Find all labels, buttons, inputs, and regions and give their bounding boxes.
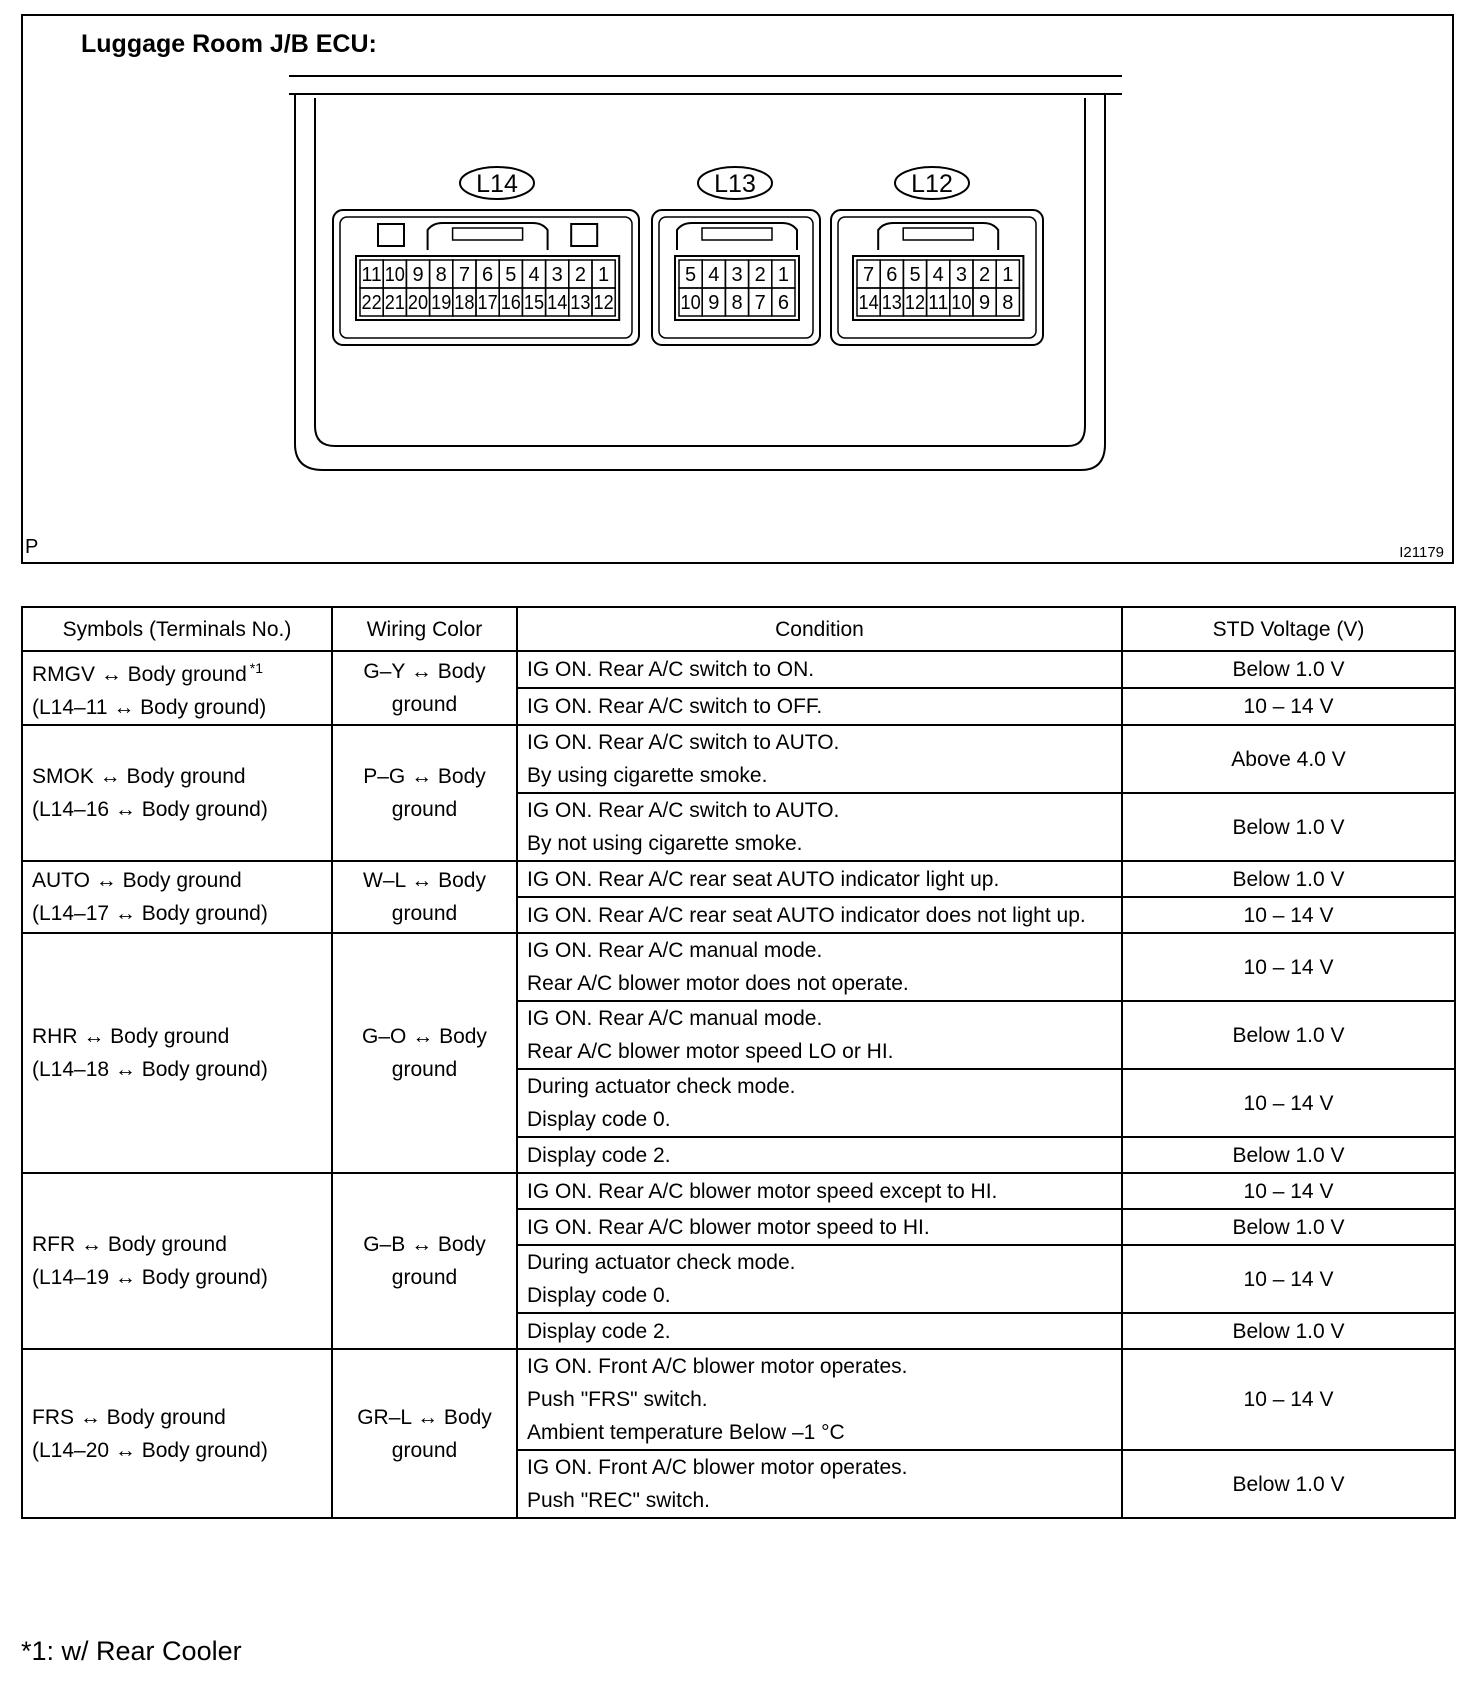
pin-number: 14 [547,292,568,314]
symbol-cell [22,933,332,1173]
pin-number: 13 [881,292,902,314]
pin-number: 4 [932,264,944,286]
footnote: *1: w/ Rear Cooler [21,1636,242,1666]
condition-cell [517,1209,1122,1245]
condition-cell [517,1349,1122,1450]
pin-number: 12 [593,292,614,314]
wiring-color-text: ground [391,902,458,925]
condition-cell [517,1069,1122,1137]
footnote-ref: *1 [249,660,263,676]
condition-cell [517,793,1122,861]
pin-number: 1 [1002,264,1014,286]
connector-label: L14 [476,170,518,198]
terminal-text: (L14–11 ↔ Body ground) [32,696,267,719]
terminal-text: (L14–16 ↔ Body ground) [32,798,268,821]
table-row [22,933,1455,1001]
pin-number: 3 [955,264,967,286]
condition-line: Push "FRS" switch. [527,1388,708,1411]
condition-cell [517,861,1122,897]
wiring-color-text: W–L ↔ Body [363,869,486,892]
pin-number: 12 [904,292,926,314]
pin-number: 7 [863,264,875,286]
condition-line: Display code 0. [527,1108,671,1131]
pin-number: 7 [458,264,470,286]
pin-number: 1 [777,264,789,286]
pin-number: 17 [477,292,498,314]
diagram-title: Luggage Room J/B ECU: [81,30,377,58]
header-wiring-color: Wiring Color [332,607,517,651]
symbol-cell [22,651,332,725]
condition-line: IG ON. Rear A/C switch to AUTO. [527,731,840,754]
std-voltage-cell: Below 1.0 V [1122,1209,1455,1245]
table-row [22,725,1455,793]
terminal-text: (L14–18 ↔ Body ground) [32,1058,268,1081]
pin-number: 11 [361,264,382,286]
std-voltage-cell: 10 – 14 V [1122,688,1455,725]
pin-number: 16 [500,292,521,314]
pin-number: 9 [708,292,720,314]
condition-cell [517,725,1122,793]
symbol-text: RHR ↔ Body ground [32,1025,230,1048]
wiring-color-text: GR–L ↔ Body [357,1405,492,1429]
condition-cell [517,897,1122,933]
pin-number: 6 [886,264,898,286]
condition-cell [517,1173,1122,1209]
wiring-color-cell [332,861,517,933]
pin-number: 4 [528,264,540,286]
symbol-line [32,652,322,691]
wiring-color-text: ground [391,1438,458,1462]
condition-line: IG ON. Rear A/C switch to AUTO. [527,799,840,822]
wiring-color-text: ground [391,1266,458,1289]
connector-diagram [21,14,1454,564]
pin-number: 2 [979,264,991,286]
ecu-drawing [23,16,1452,562]
connector-label: L12 [911,170,953,198]
symbol-line [32,1401,322,1434]
std-voltage-cell: Above 4.0 V [1122,725,1455,793]
pin-number: 5 [909,264,921,286]
wiring-color-text: P–G ↔ Body [363,765,486,788]
connector-l12 [831,167,1043,345]
wiring-color-cell [332,651,517,725]
connector-label: L13 [714,170,756,198]
condition-cell [517,688,1122,725]
condition-line: Push "REC" switch. [527,1489,710,1512]
condition-line: IG ON. Rear A/C manual mode. [527,939,823,962]
condition-cell [517,651,1122,688]
pin-number: 8 [731,292,743,314]
symbol-text: FRS ↔ Body ground [32,1405,226,1429]
pin-number: 3 [731,264,743,286]
pin-number: 10 [680,292,701,314]
condition-line: IG ON. Rear A/C switch to OFF. [527,695,823,718]
pin-number: 7 [754,292,766,314]
wiring-color-cell [332,725,517,861]
wiring-color-cell [332,1349,517,1518]
std-voltage-cell: Below 1.0 V [1122,1001,1455,1069]
pin-number: 1 [598,264,610,286]
table-row [22,1349,1455,1450]
symbol-line [32,760,322,793]
wiring-color-text: ground [391,798,458,821]
condition-line: By not using cigarette smoke. [527,832,803,855]
std-voltage-cell: 10 – 14 V [1122,1173,1455,1209]
std-voltage-cell: Below 1.0 V [1122,651,1455,688]
condition-cell [517,1313,1122,1349]
condition-line: During actuator check mode. [527,1251,796,1274]
condition-line: Display code 0. [527,1284,671,1307]
corner-mark: P [25,536,39,558]
pin-number: 6 [777,292,789,314]
std-voltage-cell: Below 1.0 V [1122,1450,1455,1518]
condition-line: IG ON. Rear A/C blower motor speed to HI. [527,1215,930,1239]
pin-number: 15 [523,292,545,314]
symbol-text: SMOK ↔ Body ground [32,765,246,788]
condition-cell [517,1001,1122,1069]
pin-number: 11 [928,292,949,314]
condition-cell [517,1245,1122,1313]
pin-number: 10 [384,264,405,286]
condition-line: IG ON. Rear A/C rear seat AUTO indicator light up. [527,867,1000,891]
std-voltage-cell: Below 1.0 V [1122,1137,1455,1173]
condition-line: IG ON. Rear A/C rear seat AUTO indicator does not light up. [527,903,1086,927]
std-voltage-cell: 10 – 14 V [1122,1069,1455,1137]
pin-number: 6 [482,264,494,286]
connector-l14 [333,167,639,345]
condition-line: During actuator check mode. [527,1075,796,1098]
wiring-color-text: G–B ↔ Body [363,1233,486,1256]
wiring-color-text: G–O ↔ Body [362,1025,487,1048]
std-voltage-cell: Below 1.0 V [1122,1313,1455,1349]
condition-cell [517,933,1122,1001]
condition-line: Rear A/C blower motor speed LO or HI. [527,1040,894,1063]
header-std-voltage: STD Voltage (V) [1122,607,1455,651]
pin-number: 8 [1002,292,1014,314]
condition-line: IG ON. Front A/C blower motor operates. [527,1456,908,1479]
std-voltage-cell: 10 – 14 V [1122,897,1455,933]
pin-number: 10 [951,292,972,314]
terminal-text: (L14–19 ↔ Body ground) [32,1266,268,1289]
table-row [22,1173,1455,1209]
terminal-voltage-table [21,606,1456,1519]
condition-cell [517,1137,1122,1173]
symbol-line [32,1228,322,1261]
pin-number: 21 [384,292,405,314]
pin-number: 2 [574,264,586,286]
pin-number: 20 [407,292,429,314]
connector-l13 [652,167,820,345]
table-row [22,861,1455,897]
symbol-text: RMGV ↔ Body ground [32,663,247,686]
pin-number: 3 [551,264,563,286]
condition-cell [517,1450,1122,1518]
std-voltage-cell: 10 – 14 V [1122,1245,1455,1313]
std-voltage-cell: 10 – 14 V [1122,933,1455,1001]
symbol-text: RFR ↔ Body ground [32,1233,227,1256]
condition-line: IG ON. Front A/C blower motor operates. [527,1355,908,1378]
terminal-text: (L14–20 ↔ Body ground) [32,1438,268,1462]
wiring-color-text: ground [391,1058,458,1081]
pin-number: 13 [570,292,591,314]
condition-line: IG ON. Rear A/C manual mode. [527,1007,823,1030]
pin-number: 18 [454,292,475,314]
symbol-cell [22,861,332,933]
table-row [22,651,1455,688]
pin-number: 2 [754,264,766,286]
table-header-row [22,607,1455,651]
condition-line: Display code 2. [527,1319,671,1343]
std-voltage-cell: Below 1.0 V [1122,861,1455,897]
condition-line: IG ON. Rear A/C switch to ON. [527,658,815,681]
std-voltage-cell: 10 – 14 V [1122,1349,1455,1450]
symbol-cell [22,1173,332,1349]
pin-number: 5 [685,264,697,286]
symbol-line [32,1020,322,1053]
pin-number: 14 [858,292,879,314]
symbol-cell [22,1349,332,1518]
pin-number: 5 [505,264,517,286]
pin-number: 4 [708,264,720,286]
pin-number: 19 [431,292,452,314]
pin-number: 9 [412,264,424,286]
symbol-text: AUTO ↔ Body ground [32,869,242,892]
condition-line: By using cigarette smoke. [527,764,768,787]
wiring-color-cell [332,933,517,1173]
pin-number: 8 [435,264,447,286]
wiring-color-cell [332,1173,517,1349]
pin-number: 22 [361,292,382,314]
wiring-color-text: G–Y ↔ Body [363,660,486,683]
terminal-text: (L14–17 ↔ Body ground) [32,902,268,925]
header-symbols: Symbols (Terminals No.) [22,607,332,651]
std-voltage-cell: Below 1.0 V [1122,793,1455,861]
condition-line: Display code 2. [527,1143,671,1167]
symbol-cell [22,725,332,861]
figure-code: I21179 [1399,544,1444,561]
condition-line: Rear A/C blower motor does not operate. [527,972,909,995]
pin-number: 9 [979,292,991,314]
header-condition: Condition [517,607,1122,651]
condition-line: IG ON. Rear A/C blower motor speed except to HI. [527,1179,998,1203]
condition-line: Ambient temperature Below –1 °C [527,1421,845,1444]
wiring-color-text: ground [391,693,458,716]
symbol-line [32,864,322,897]
